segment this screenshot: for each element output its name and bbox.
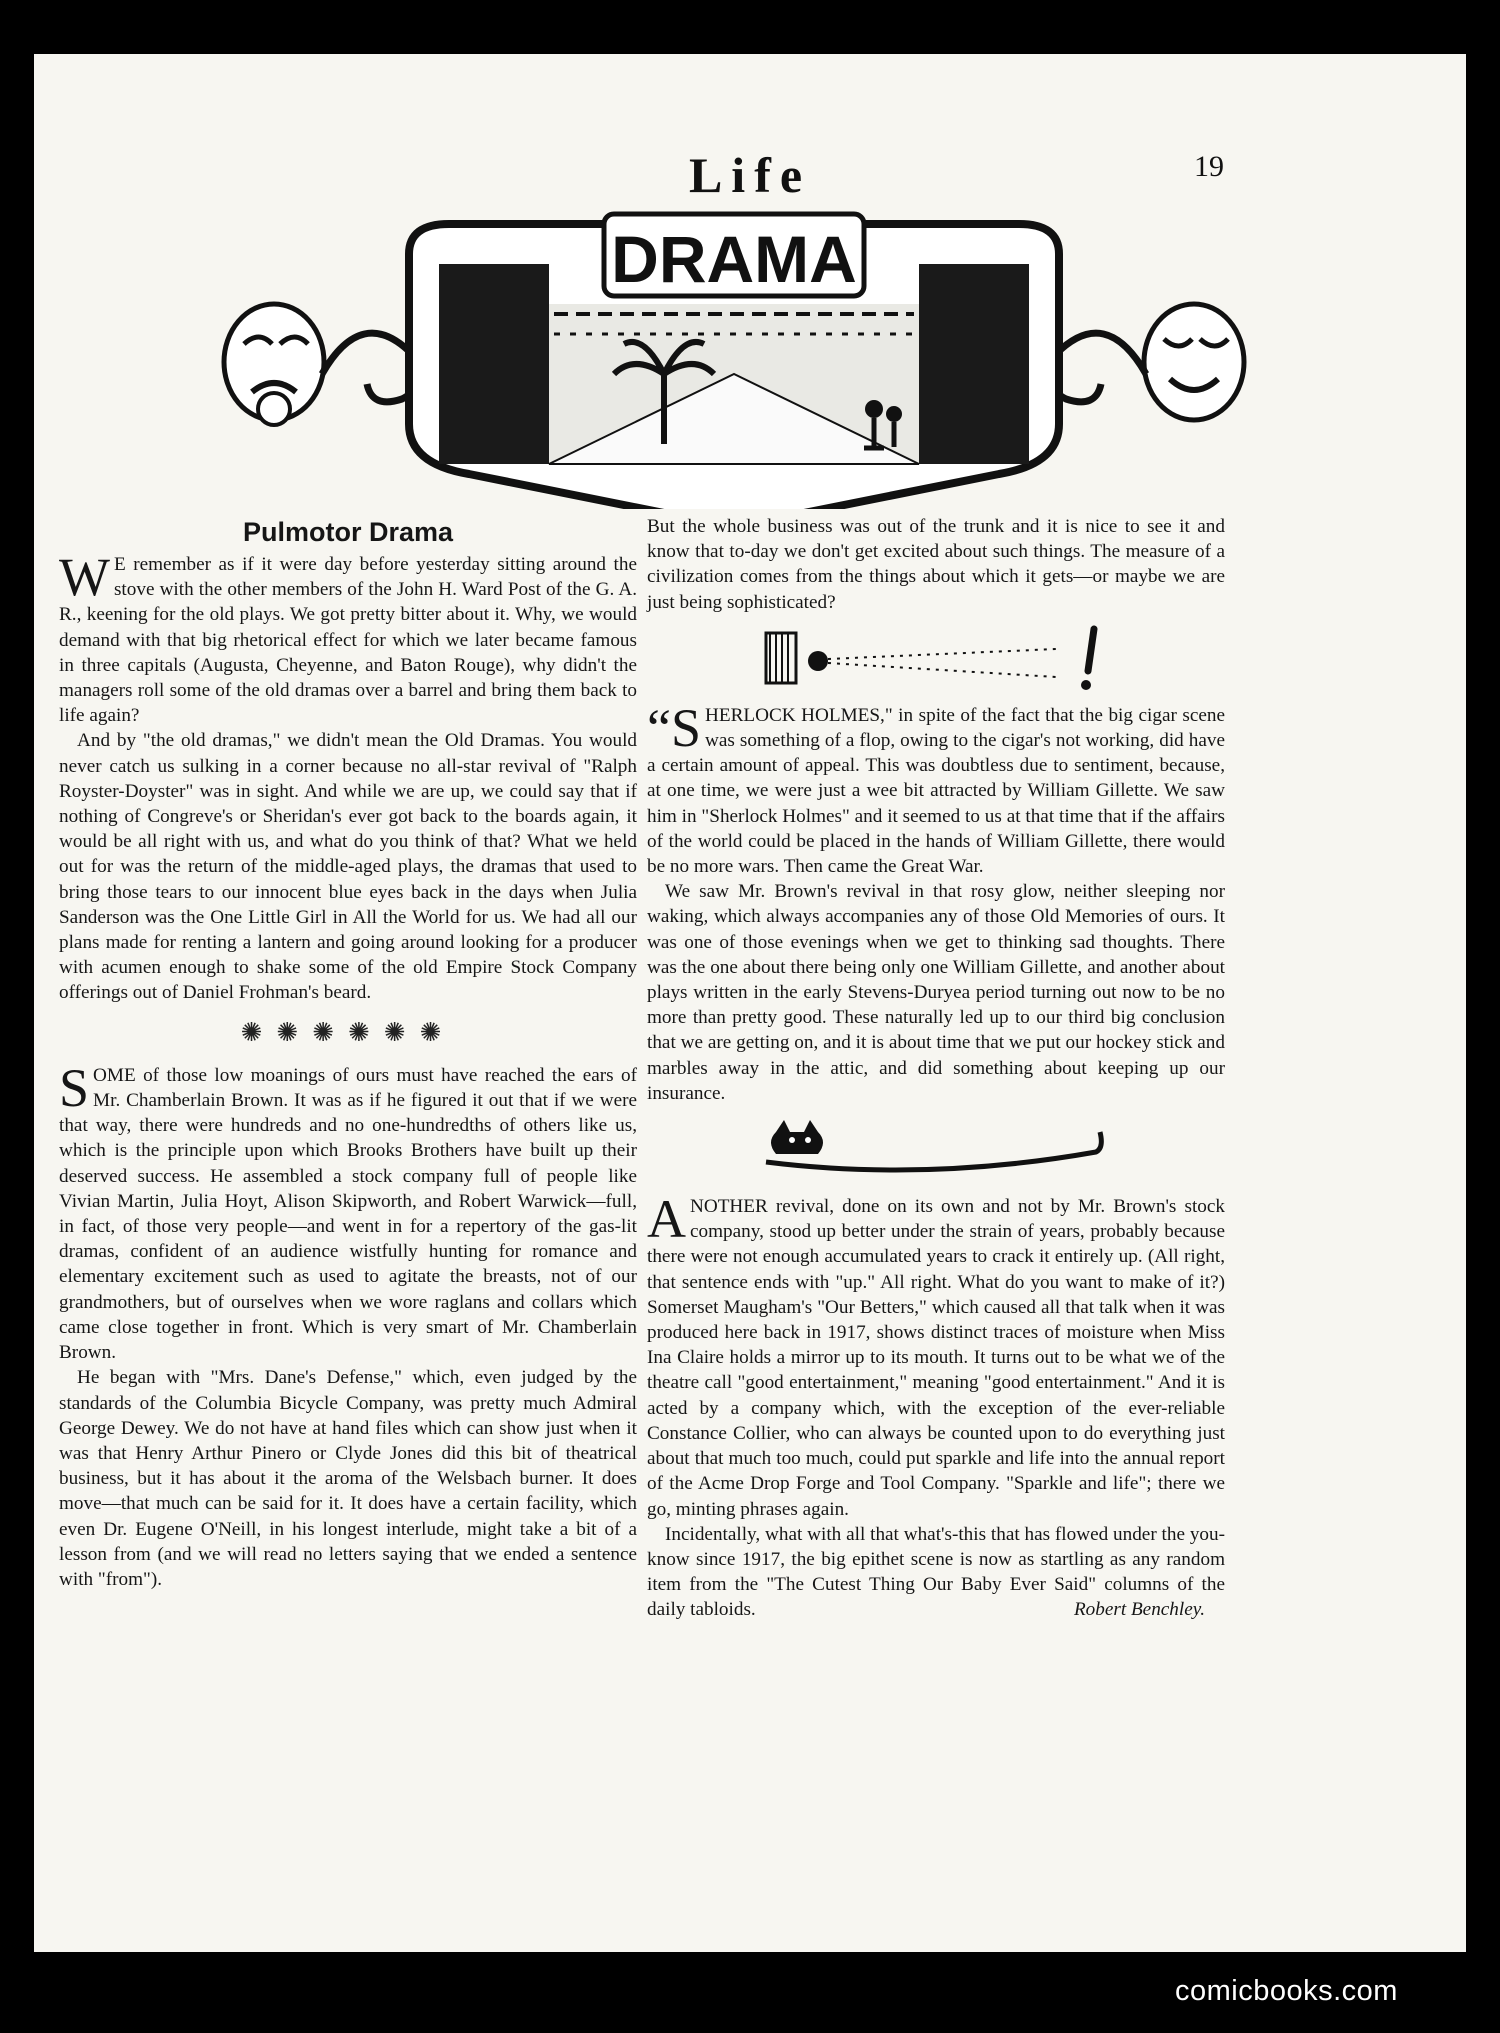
paragraph-text: OME of those low moanings of ours must have reached the ears of Mr. Chamberlain Brown. It was as if he figured it out that if we were that way, there were hundreds and no one-hundredths of others like us, which is the principle upon which Brooks Brothers have built up their deserved success. He assembled a stock company full of people like Vivian Martin, Julia Hoyt, Alison Skipworth, and Robert Warwick—full, in fact, of those very people—and went in for a repertory of the gas-lit dramas, confident of an audience wistfully hunting for romance and elementary excitement such as used to agitate the breasts, not of our grandmothers, but of ourselves when we wore raglans and collars which came close together in front. Which is very smart of Mr. Chamberlain Brown. — [59, 1064, 637, 1364]
spider-ornament-icon: ✺ — [276, 1017, 313, 1047]
spider-ornament-icon: ✺ — [348, 1017, 384, 1047]
paragraph-text: HERLOCK HOLMES," in spite of the fact that the big cigar scene was something of a flop, owing to the cigar's not working, did have a certain amount of appeal. This was doubtless due to sentiment, because, at one time, we were just a wee bit attracted by William Gillette. We saw him in "Sherlock Holmes" and it seemed to us at that time that if the affairs of the world could be placed in the hands of William Gillette, there would be no more wars. Then came the Great War. — [647, 704, 1225, 878]
paragraph-text: NOTHER revival, done on its own and not by Mr. Brown's stock company, stood up better under the strain of years, probably because there were not enough accumulated years to crack it entirely up. (All right, that sentence ends with "up." All right. What do you want to make of it?) Somerset Maugham's "Our Betters," which caused all that talk when it was produced here back in 1917, shows distinct traces of moisture when Miss Ina Claire holds a mirror up to its mouth. It turns out to be what we of the theatre call "good entertainment," meaning "good entertainment." And it is acted by a company which, with the exception of the ever-reliable Constance Collier, who can always be counted upon to do everything just about that much too much, could put sparkle and life into the annual report of the Acme Drop Forge and Tool Company. "Sparkle and life"; there we go, minting phrases again. — [647, 1196, 1225, 1520]
banner-title: DRAMA — [611, 222, 857, 296]
spider-ornament-row — [59, 1017, 637, 1047]
left-column — [59, 514, 637, 1592]
paragraph: And by "the old dramas," we didn't mean the Old Dramas. You would never catch us sulking in a corner because no all-star revival of "Ralph Royster-Doyster" was in sight. And while we are up, we could say that if nothing of Congreve's or Sheridan's ever got back to the boards again, it would be all right with us, and what do you think of that? What we held out for was the return of the middle-aged plays, the dramas that used to bring those tears to our innocent blue eyes back in the days when Julia Sanderson was the One Little Girl in All the World for us. We had all our plans made for renting a lantern and going around looking for a producer with acumen enough to shake some of the old Empire Stock Company offerings out of Daniel Frohman's beard. — [59, 730, 637, 1004]
spider-ornament-icon: ✺ — [312, 1017, 348, 1047]
paragraph: We saw Mr. Brown's revival in that rosy glow, neither sleeping nor waking, which always accompanies any of those Old Memories of ours. It was one of those evenings when we get to thinking sad thoughts. There was the one about there being only one William Gillette, and another about plays written in the early Stevens-Duryea period turning out now to be no more than pretty good. These naturally led up to our third big conclusion that we are getting on, and it is about time that we put our hockey stick and marbles away in the attic, and did something about keeping up our insurance. — [647, 881, 1225, 1104]
paragraph — [647, 697, 1225, 879]
comedy-mask-icon — [1144, 304, 1244, 420]
drama-banner-illustration — [194, 194, 1274, 509]
paragraph — [59, 1057, 637, 1365]
tragedy-mask-icon — [224, 304, 324, 425]
paragraph-text: Incidentally, what with all that what's-this that has flowed under the you-know since 1917, the big epithet scene is now as startling as any random item from the "The Cutest Thing Our Baby Ever Said" columns of the daily tabloids. — [647, 1523, 1225, 1621]
paragraph-text: E remember as if it were day before yesterday sitting around the stove with the other members of the John H. Ward Post of the G. A. R., keening for the old plays. We got pretty bitter about it. Why, we would demand with that big rhetorical effect for which we later became famous in three capitals (Augusta, Cheyenne, and Baton Rouge), why didn't the managers roll some of the old dramas over a barrel and bring them back to life again? — [59, 554, 637, 727]
page-number: 19 — [1194, 150, 1224, 183]
paragraph — [647, 1189, 1225, 1522]
cat-on-line-illustration — [756, 1114, 1116, 1184]
drop-cap: W — [59, 547, 110, 607]
paragraph — [647, 1522, 1225, 1623]
searchlight-exclamation-illustration — [756, 623, 1116, 693]
paragraph — [59, 547, 637, 728]
drop-cap: S — [59, 1057, 90, 1118]
spider-ornament-icon: ✺ — [240, 1017, 277, 1047]
magazine-page — [34, 54, 1466, 1952]
paragraph: But the whole business was out of the trunk and it is nice to see it and know that to-day we don't get excited about such things. The measure of a civilization comes from the things about which it gets—or maybe we are just being sophisticated? — [647, 516, 1225, 613]
article-heading: Pulmotor Drama — [242, 517, 454, 547]
spider-ornament-icon: ✺ — [419, 1017, 456, 1047]
paragraph: He began with "Mrs. Dane's Defense," which, even judged by the standards of the Columbia Bicycle Company, was pretty much Admiral George Dewey. We do not have at hand files which can show just when it was that Henry Arthur Pinero or Clyde Jones did this bit of theatrical business, but it has about it the aroma of the Welsbach burner. It does move—that much can be said for it. It does have a certain facility, which even Dr. Eugene O'Neill, in his longest interlude, might take a bit of a lesson from (and we will read no letters saying that we ended a sentence with "from"). — [59, 1367, 637, 1590]
drop-cap: “S — [647, 697, 701, 758]
masthead-title: Life — [688, 147, 812, 203]
right-column — [647, 514, 1225, 1623]
drop-cap: A — [647, 1189, 686, 1250]
watermark-text: comicbooks.com — [1175, 1975, 1398, 2007]
author-signature: Robert Benchley. — [1073, 1599, 1205, 1621]
spider-ornament-icon: ✺ — [383, 1017, 420, 1047]
